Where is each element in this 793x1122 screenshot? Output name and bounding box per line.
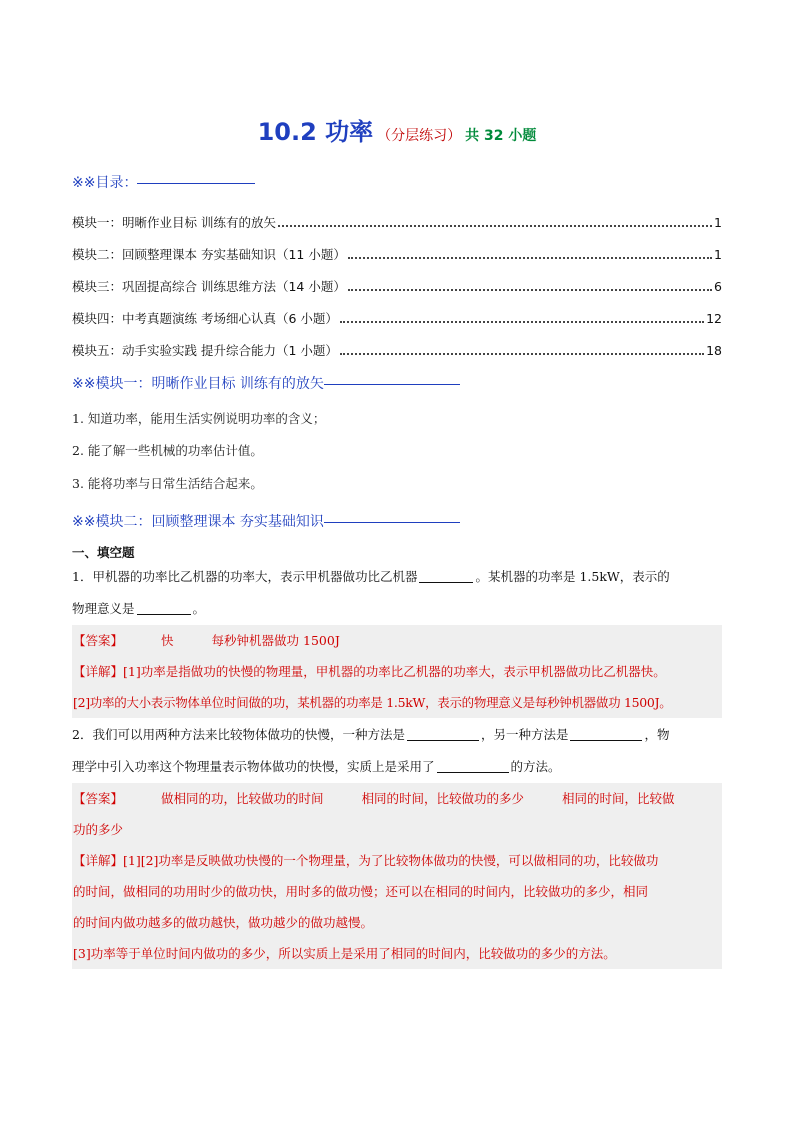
question-text: 。某机器的功率是 1.5kW，表示的: [475, 569, 670, 584]
toc-leader: [340, 341, 704, 355]
answer-line: [72, 783, 722, 814]
answer-value: 做相同的功，比较做功的时间: [161, 791, 324, 806]
toc-item-page: 1: [714, 214, 722, 230]
question-line: [72, 561, 722, 593]
toc-header-rule: [137, 183, 255, 184]
answer-value: 相同的时间，比较做功的多少: [361, 791, 525, 806]
toc-leader: [278, 213, 712, 227]
toc-item[interactable]: [72, 270, 722, 302]
answer-blank[interactable]: [407, 726, 479, 741]
question-1: [72, 561, 722, 625]
module2-header: [72, 511, 460, 531]
detail-line: [72, 656, 722, 687]
question-text: 物理意义是: [72, 601, 135, 616]
page-title: [72, 112, 722, 147]
toc-item[interactable]: [72, 238, 722, 270]
question-text: ，另一种方法是: [480, 727, 569, 742]
toc-item-label: 模块三：巩固提高综合 训练思维方法（14 小题）: [72, 279, 346, 294]
module1-header-label: ※※模块一：明晰作业目标 训练有的放矢: [72, 376, 324, 392]
toc-item-label: 模块四：中考真题演练 考场细心认真（6 小题）: [72, 311, 338, 326]
toc-item-page: 12: [706, 310, 722, 326]
table-of-contents: [72, 206, 722, 366]
detail-line: 的时间内做功越多的做功越快，做功越少的做功越慢。: [73, 915, 374, 930]
module2-header-rule: [324, 522, 460, 523]
title-main: 10.2 功率: [257, 118, 374, 146]
detail-line: [3]功率等于单位时间内做功的多少，所以实质上是采用了相同的时间内，比较做功的多少的方法。: [73, 946, 616, 961]
detail-line: [2]功率的大小表示物体单位时间做的功，某机器的功率是 1.5kW，表示的物理意义是每秒钟机器做功 1500J。: [73, 695, 672, 710]
toc-leader: [340, 309, 704, 323]
question-text: 的方法。: [510, 759, 561, 774]
toc-item-page: 1: [714, 246, 722, 262]
answer-value: 每秒钟机器做功 1500J: [211, 633, 340, 648]
answer-value: 相同的时间，比较做: [562, 791, 675, 806]
title-count: 共 32 小题: [465, 128, 537, 144]
question-2: [72, 719, 722, 783]
answer-line: [72, 625, 722, 656]
module2-header-label: ※※模块二：回顾整理课本 夯实基础知识: [72, 514, 324, 530]
detail-text: [1]功率是指做功的快慢的物理量，甲机器的功率比乙机器的功率大，表示甲机器做功比乙机器快。: [123, 664, 666, 679]
objective-item: 2. 能了解一些机械的功率估计值。: [72, 443, 263, 458]
answer-blank[interactable]: [437, 758, 509, 773]
toc-leader: [348, 277, 712, 291]
answer-value: 快: [161, 633, 174, 648]
answer-tag: 【答案】: [73, 633, 124, 648]
detail-tag: 【详解】: [73, 853, 124, 868]
question-text: 理学中引入功率这个物理量表示物体做功的快慢，实质上是采用了: [72, 759, 435, 774]
detail-tag: 【详解】: [73, 664, 124, 679]
question-line: [72, 593, 722, 625]
detail-text: [1][2]功率是反映做功快慢的一个物理量，为了比较物体做功的快慢，可以做相同的功，比较做功: [123, 853, 659, 868]
answer-blank[interactable]: [419, 568, 473, 583]
question-line: [72, 719, 722, 751]
toc-item-page: 18: [706, 342, 722, 358]
answer-box-1: [72, 625, 722, 718]
toc-item[interactable]: [72, 302, 722, 334]
toc-leader: [348, 245, 712, 259]
toc-item[interactable]: [72, 334, 722, 366]
toc-header-label: ※※目录：: [72, 175, 138, 191]
toc-item-label: 模块二：回顾整理课本 夯实基础知识（11 小题）: [72, 247, 346, 262]
toc-header: [72, 172, 255, 192]
question-text: 2．我们可以用两种方法来比较物体做功的快慢，一种方法是: [72, 727, 405, 742]
toc-item[interactable]: [72, 206, 722, 238]
module1-header: [72, 373, 460, 393]
section-subhead: 一、填空题: [72, 545, 135, 560]
module1-header-rule: [324, 384, 460, 385]
objective-item: 1. 知道功率，能用生活实例说明功率的含义；: [72, 411, 326, 426]
question-text: 。: [192, 601, 206, 616]
answer-blank[interactable]: [137, 600, 191, 615]
toc-item-label: 模块一：明晰作业目标 训练有的放矢: [72, 215, 276, 230]
question-line: [72, 751, 722, 783]
answer-blank[interactable]: [570, 726, 642, 741]
answer-box-2: [72, 783, 722, 969]
answer-tag: 【答案】: [73, 791, 124, 806]
detail-line: [72, 845, 722, 876]
question-text: ，物: [644, 727, 670, 742]
toc-item-page: 6: [714, 278, 722, 294]
detail-line: 的时间，做相同的功用时少的做功快，用时多的做功慢；还可以在相同的时间内，比较做功的多少，相同: [73, 884, 649, 899]
title-sub: （分层练习）: [377, 128, 462, 144]
objective-item: 3. 能将功率与日常生活结合起来。: [72, 476, 263, 491]
toc-item-label: 模块五：动手实验实践 提升综合能力（1 小题）: [72, 343, 338, 358]
question-text: 1．甲机器的功率比乙机器的功率大，表示甲机器做功比乙机器: [72, 569, 418, 584]
answer-line: 功的多少: [73, 822, 124, 837]
